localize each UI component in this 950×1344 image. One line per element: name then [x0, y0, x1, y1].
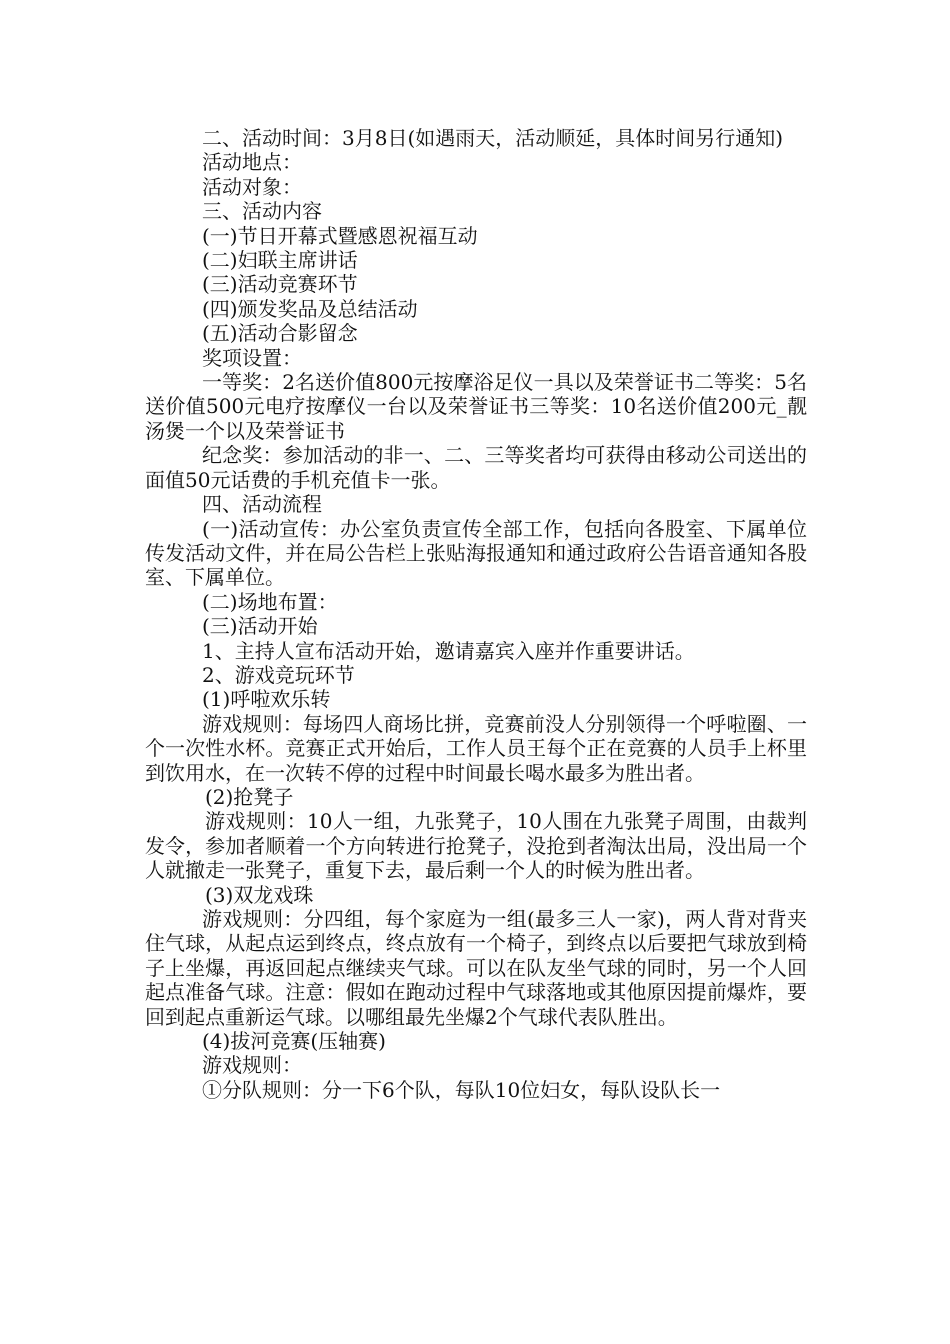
- paragraph-activity-time: 二、活动时间：3月8日(如遇雨天，活动顺延，具体时间另行通知): [202, 126, 784, 150]
- list-item: (四)颁发奖品及总结活动: [202, 296, 418, 321]
- game-rules: 游戏规则：分四组，每个家庭为一组(最多三人一家)，两人背对背夹住气球，从起点运到终点，终点放有一个椅子，到终点以后要把气球放到椅子上坐爆，再返回起点继续夹气球。可以在队友坐气球的同时，另一个人回起点准备气球。注意：假如在跑动过程中气球落地或其他原因提前爆炸，要回到起点重新运气球。以哪组最先坐爆2个气球代表队胜出。: [145, 907, 807, 1029]
- game-rules: 游戏规则：10人一组，九张凳子，10人围在九张凳子周围，由裁判发令，参加者顺着一个方向转进行抢凳子，没抢到者淘汰出局，没出局一个人就撤走一张凳子，重复下去，最后剩一个人的时候为胜出者。: [145, 809, 807, 883]
- game-title: (1)呼啦欢乐转: [202, 687, 331, 712]
- game-title: (3)双龙戏珠: [205, 882, 314, 907]
- paragraph-venue: (二)场地布置：: [202, 589, 338, 614]
- paragraph-activity-location: 活动地点：: [202, 150, 302, 175]
- list-item: (二)妇联主席讲话: [202, 248, 358, 273]
- list-item: (三)活动竞赛环节: [202, 272, 358, 297]
- paragraph-activity-target: 活动对象：: [202, 174, 302, 199]
- list-item: (五)活动合影留念: [202, 321, 358, 346]
- heading-activity-process: 四、活动流程: [202, 492, 322, 517]
- game-title: (2)抢凳子: [205, 784, 294, 809]
- game-rules: 游戏规则：: [202, 1053, 302, 1078]
- game-rules: 游戏规则：每场四人商场比拼，竞赛前没人分别领得一个呼啦圈、一个一次性水杯。竞赛正式开始后，工作人员王每个正在竞赛的人员手上杯里到饮用水，在一次转不停的过程中时间最长喝水最多为胜出者。: [145, 711, 807, 785]
- paragraph-activity-start: (三)活动开始: [202, 614, 318, 639]
- document-body: [145, 126, 807, 1102]
- paragraph-publicity: (一)活动宣传：办公室负责宣传全部工作，包括向各股室、下属单位传发活动文件，并在局公告栏上张贴海报通知和通过政府公告语音通知各股室、下属单位。: [145, 516, 807, 590]
- paragraph-team-rules: ①分队规则：分一下6个队，每队10位妇女，每队设队长一: [202, 1077, 721, 1102]
- heading-activity-content: 三、活动内容: [202, 199, 322, 224]
- list-item: (一)节日开幕式暨感恩祝福互动: [202, 223, 478, 248]
- heading-awards: 奖项设置：: [202, 345, 302, 370]
- paragraph-souvenir-award: 纪念奖：参加活动的非一、二、三等奖者均可获得由移动公司送出的面值50元话费的手机充值卡一张。: [145, 443, 807, 492]
- paragraph-awards-detail: 一等奖：2名送价值800元按摩浴足仪一具以及荣誉证书二等奖：5名送价值500元电疗按摩仪一台以及荣誉证书三等奖：10名送价值200元_靓汤煲一个以及荣誉证书: [145, 370, 807, 443]
- paragraph-game-section: 2、游戏竞玩环节: [202, 662, 355, 687]
- paragraph-host-announce: 1、主持人宣布活动开始，邀请嘉宾入座并作重要讲话。: [202, 638, 695, 663]
- game-title: (4)拔河竞赛(压轴赛): [202, 1029, 386, 1054]
